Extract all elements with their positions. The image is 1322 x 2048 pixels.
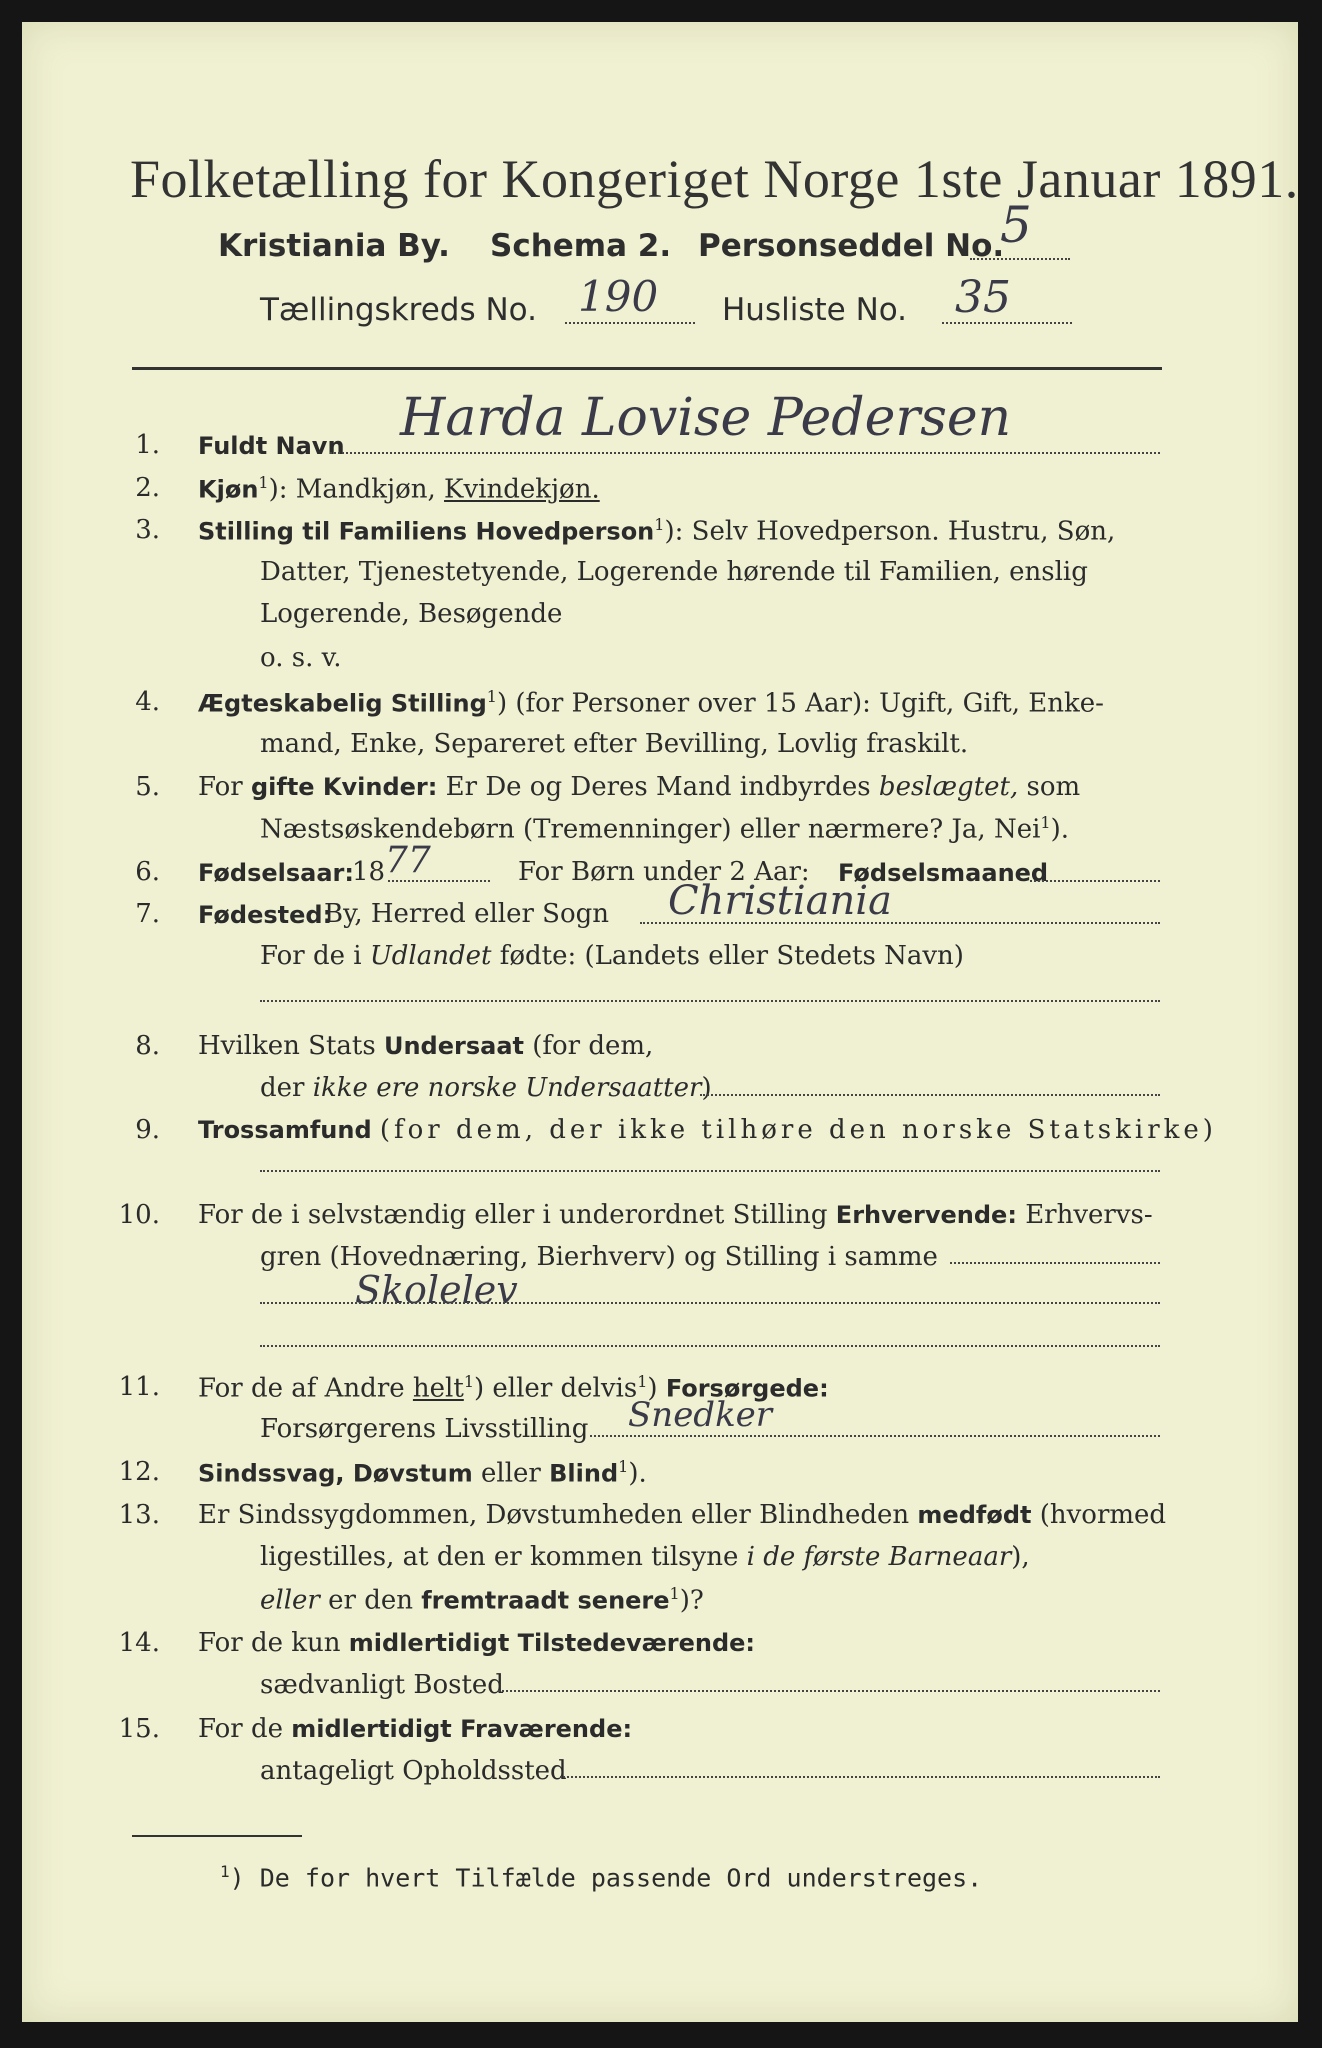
item-4-number: 4. bbox=[135, 687, 160, 717]
item-8-text-2b: ikke ere norske Undersaatter bbox=[312, 1073, 702, 1103]
item-14-number: 14. bbox=[118, 1628, 160, 1658]
item-7-text-2b: Udlandet bbox=[369, 941, 492, 971]
item-13-text-2c: ), bbox=[1011, 1542, 1030, 1572]
item-13-text-3a: eller bbox=[260, 1585, 320, 1616]
item-12-end: ). bbox=[628, 1458, 647, 1489]
item-13-line-2 bbox=[260, 1542, 1030, 1572]
item-6-year-dots bbox=[388, 880, 490, 882]
item-8-line-1 bbox=[198, 1031, 653, 1061]
item-4-line-1 bbox=[198, 687, 1104, 719]
item-1-full-name: Harda Lovise Pedersen bbox=[400, 388, 1012, 448]
item-15-text-1: For de bbox=[198, 1714, 283, 1744]
item-8-text-2a: der bbox=[260, 1073, 305, 1103]
item-13-text-2a: ligestilles, at den er kommen tilsyne bbox=[260, 1542, 739, 1572]
item-14-line-1 bbox=[198, 1628, 755, 1658]
item-5-end: ). bbox=[1050, 814, 1070, 845]
item-5-italic: beslægtet, bbox=[878, 772, 1019, 802]
item-5-post: som bbox=[1026, 772, 1081, 802]
item-6-label: Fødselsaar: bbox=[198, 859, 354, 887]
item-5-sup: 1 bbox=[1040, 813, 1051, 832]
item-6-prefix: 18 bbox=[352, 857, 386, 887]
item-11-sup-2: 1 bbox=[637, 1372, 648, 1391]
item-9-text: (for dem, der ikke tilhøre den norske Statskirke) bbox=[379, 1115, 1217, 1145]
item-11-sup-1: 1 bbox=[463, 1372, 474, 1391]
schema-label: Schema 2. bbox=[490, 228, 672, 264]
item-8-text-1a: Hvilken Stats bbox=[198, 1031, 376, 1061]
item-8-dots bbox=[700, 1094, 1160, 1096]
item-12-label-1: Sindssvag, Døvstum bbox=[198, 1459, 473, 1488]
item-11-provider-occupation: Snedker bbox=[628, 1395, 773, 1435]
item-10-label: Erhvervende: bbox=[835, 1201, 1017, 1229]
item-12-line bbox=[198, 1457, 647, 1489]
item-11-dots bbox=[590, 1435, 1160, 1437]
item-1-dots bbox=[330, 452, 1160, 454]
item-13-end: )? bbox=[679, 1585, 704, 1616]
item-10-line-1 bbox=[198, 1200, 1153, 1230]
footnote bbox=[220, 1862, 982, 1892]
item-15-label: midlertidigt Fraværende: bbox=[291, 1715, 633, 1743]
item-10-text-2: gren (Hovednæring, Bierhverv) og Stilling i samme bbox=[260, 1242, 938, 1272]
item-1-number: 1. bbox=[135, 430, 160, 460]
item-7-text-2a: For de i bbox=[260, 941, 362, 971]
item-4-sup: 1 bbox=[486, 687, 497, 706]
item-12-number: 12. bbox=[118, 1457, 160, 1487]
item-8-text-2c: ) bbox=[701, 1073, 712, 1103]
item-10-text-1b: Erhvervs- bbox=[1025, 1200, 1153, 1230]
item-15-text-2: antageligt Opholdssted bbox=[260, 1756, 567, 1786]
item-10-occupation: Skolelev bbox=[355, 1268, 518, 1312]
item-5-line-1 bbox=[198, 772, 1080, 802]
item-4-text-1: ) (for Personer over 15 Aar): Ugift, Gift, Enke- bbox=[496, 688, 1104, 719]
item-9-label: Trossamfund bbox=[198, 1116, 372, 1144]
item-7-text-2c: fødte: (Landets eller Stedets Navn) bbox=[499, 941, 964, 971]
item-3-line-1 bbox=[198, 515, 1115, 547]
item-2-label: Kjøn bbox=[198, 475, 259, 504]
footnote-text: ) De for hvert Tilfælde passende Ord understreges. bbox=[229, 1863, 983, 1893]
husliste-label: Husliste No. bbox=[722, 292, 908, 328]
item-2-sup: 1 bbox=[258, 473, 269, 492]
item-11-text-1c: ) bbox=[647, 1373, 658, 1404]
item-5-label: gifte Kvinder: bbox=[250, 773, 438, 801]
item-8-line-2 bbox=[260, 1073, 712, 1103]
item-7-dots-2 bbox=[260, 1000, 1160, 1002]
item-2-option-underlined: Kvindekjøn. bbox=[444, 474, 600, 505]
item-14-text-2: sædvanligt Bosted bbox=[260, 1670, 504, 1700]
item-7-line-2 bbox=[260, 941, 964, 971]
header-rule bbox=[132, 367, 1162, 370]
item-2-line bbox=[198, 473, 600, 505]
item-5-text-1: Er De og Deres Mand indbyrdes bbox=[445, 772, 871, 802]
item-4-label: Ægteskabelig Stilling bbox=[198, 689, 487, 718]
item-6-year: 77 bbox=[385, 840, 431, 881]
item-13-number: 13. bbox=[118, 1500, 160, 1530]
item-5-number: 5. bbox=[135, 772, 160, 802]
item-6-number: 6. bbox=[135, 857, 160, 887]
item-3-text-1: ): Selv Hovedperson. Hustru, Søn, bbox=[664, 516, 1116, 547]
item-13-line-3 bbox=[260, 1584, 704, 1616]
item-13-line-1 bbox=[198, 1500, 1166, 1530]
husliste-number: 35 bbox=[955, 272, 1011, 323]
item-15-line-1 bbox=[198, 1714, 632, 1744]
item-4-text-2: mand, Enke, Separeret efter Bevilling, Lovlig fraskilt. bbox=[260, 729, 969, 759]
item-11-number: 11. bbox=[118, 1372, 160, 1402]
item-11-option-underlined: helt bbox=[412, 1373, 464, 1404]
item-14-text-1: For de kun bbox=[198, 1628, 341, 1658]
item-12-label-2: Blind bbox=[549, 1459, 619, 1488]
city-label: Kristiania By. bbox=[218, 228, 450, 264]
item-3-label: Stilling til Familiens Hovedperson bbox=[198, 517, 655, 546]
item-11-text-2: Forsørgerens Livsstilling bbox=[260, 1414, 589, 1444]
footnote-sup: 1 bbox=[220, 1862, 230, 1881]
item-3-text-3: Logerende, Besøgende bbox=[260, 599, 563, 629]
item-15-number: 15. bbox=[118, 1714, 160, 1744]
item-2-number: 2. bbox=[135, 473, 160, 503]
item-13-label: medfødt bbox=[917, 1501, 1032, 1529]
item-12-text: eller bbox=[481, 1458, 541, 1489]
item-7-number: 7. bbox=[135, 899, 160, 929]
form-title: Folketælling for Kongeriget Norge 1ste Januar 1891. bbox=[130, 149, 1299, 209]
item-6-mid: For Børn under 2 Aar: bbox=[518, 857, 810, 887]
item-7-text-1: By, Herred eller Sogn bbox=[324, 899, 610, 929]
item-7-label: Fødested: bbox=[198, 901, 333, 929]
item-15-dots bbox=[560, 1776, 1160, 1778]
item-3-text-4: o. s. v. bbox=[260, 643, 342, 673]
footnote-rule bbox=[132, 1835, 302, 1837]
item-10-text-1: For de i selvstændig eller i underordnet Stilling bbox=[198, 1200, 828, 1230]
taellingskreds-dots bbox=[565, 322, 695, 324]
item-3-number: 3. bbox=[135, 515, 160, 545]
item-13-text-1b: (hvormed bbox=[1039, 1500, 1167, 1530]
item-2-text: ): Mandkjøn, bbox=[268, 474, 436, 505]
item-11-label: Forsørgede: bbox=[665, 1374, 829, 1403]
item-11-text-1a: For de af Andre bbox=[198, 1373, 405, 1404]
item-12-sup: 1 bbox=[618, 1457, 629, 1476]
taellingskreds-label: Tællingskreds No. bbox=[260, 292, 537, 328]
item-13-text-1: Er Sindssygdommen, Døvstumheden eller Blindheden bbox=[198, 1500, 910, 1530]
item-9-number: 9. bbox=[135, 1115, 160, 1145]
item-5-line-2 bbox=[260, 813, 1069, 845]
item-5-pre: For bbox=[198, 772, 243, 802]
personseddel-number: 5 bbox=[1000, 196, 1032, 254]
item-3-text-2: Datter, Tjenestetyende, Logerende hørende til Familien, enslig bbox=[260, 557, 1088, 587]
item-9-line bbox=[198, 1115, 1217, 1145]
item-10-dots-3 bbox=[260, 1345, 1160, 1347]
personseddel-label: Personseddel No. bbox=[698, 228, 1005, 264]
item-13-text-3b: er den bbox=[328, 1585, 413, 1616]
item-8-label: Undersaat bbox=[383, 1032, 524, 1060]
item-13-sup: 1 bbox=[669, 1584, 680, 1603]
item-10-dots-2 bbox=[260, 1302, 1160, 1304]
item-1-label: Fuldt Navn bbox=[198, 432, 345, 460]
item-6-dots bbox=[1030, 880, 1160, 882]
item-6-label-2: Fødselsmaaned bbox=[838, 859, 1049, 887]
item-14-dots bbox=[498, 1690, 1160, 1692]
item-11-text-1b: ) eller delvis bbox=[474, 1373, 638, 1404]
item-5-text-2: Næstsøskendebørn (Tremenninger) eller nærmere? Ja, Nei bbox=[260, 814, 1041, 845]
taellingskreds-number: 190 bbox=[578, 272, 659, 321]
item-13-text-2b: i de første Barneaar bbox=[746, 1542, 1012, 1572]
item-3-sup: 1 bbox=[654, 515, 665, 534]
personseddel-dots bbox=[970, 258, 1070, 260]
item-13-label-3: fremtraadt senere bbox=[421, 1586, 670, 1615]
item-8-text-1b: (for dem, bbox=[532, 1031, 654, 1061]
item-14-label: midlertidigt Tilstedeværende: bbox=[348, 1629, 756, 1657]
item-7-birthplace: Christiania bbox=[668, 878, 892, 924]
item-8-number: 8. bbox=[135, 1031, 160, 1061]
item-9-dots bbox=[260, 1170, 1160, 1172]
item-10-dots-1 bbox=[950, 1262, 1160, 1264]
item-10-number: 10. bbox=[118, 1200, 160, 1230]
